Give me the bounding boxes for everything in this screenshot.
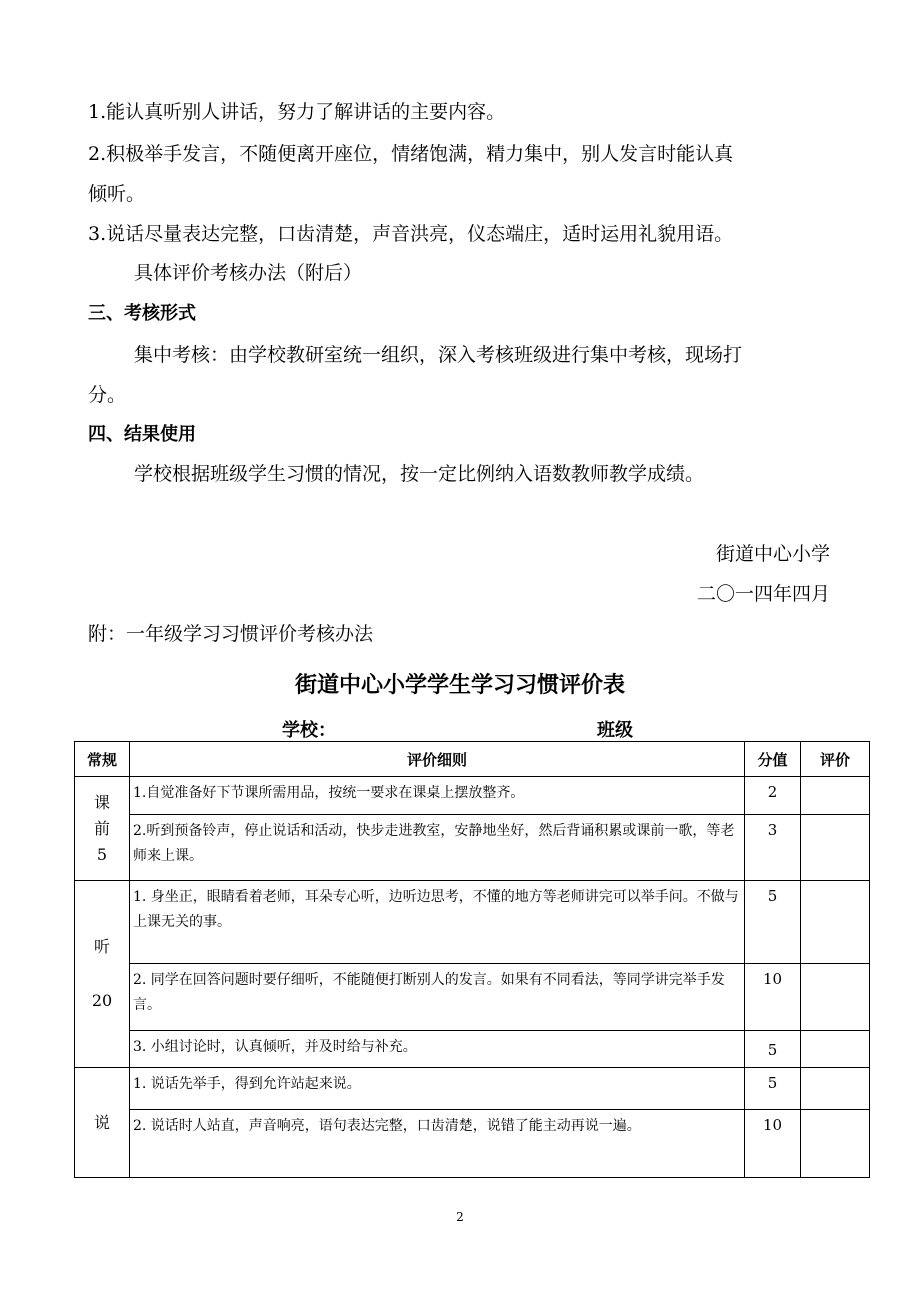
evaluation-cell[interactable] [801, 881, 870, 964]
appendix-note: 附：一年级学习习惯评价考核办法 [88, 623, 374, 645]
detail-cell: 2. 说话时人站直，声音响亮，语句表达完整，口齿清楚，说错了能主动再说一遍。 [130, 1110, 745, 1178]
evaluation-cell[interactable] [801, 777, 870, 815]
intro-item-1: 1.能认真听别人讲话，努力了解讲话的主要内容。 [88, 101, 506, 123]
section-3-line-2: 分。 [88, 384, 127, 406]
detail-cell: 2. 同学在回答问题时要仔细听，不能随便打断别人的发言。如果有不同看法，等同学讲完举手发言。 [130, 964, 745, 1031]
intro-item-2-line-1: 2.积极举手发言，不随便离开座位，情绪饱满，精力集中，别人发言时能认真 [88, 143, 734, 165]
class-label: 班级 [597, 720, 633, 741]
table-header-row [75, 742, 870, 777]
category-speaking: 说 [75, 1068, 130, 1178]
section-4-line-1: 学校根据班级学生习惯的情况，按一定比例纳入语数教师教学成绩。 [134, 463, 705, 485]
evaluation-cell[interactable] [801, 815, 870, 881]
evaluation-cell[interactable] [801, 1110, 870, 1178]
score-cell: 5 [745, 1031, 801, 1068]
evaluation-cell[interactable] [801, 1031, 870, 1068]
score-cell: 10 [745, 964, 801, 1031]
table-title: 街道中心小学学生学习习惯评价表 [294, 673, 625, 698]
table-row [75, 1068, 870, 1110]
detail-cell: 3. 小组讨论时，认真倾听，并及时给与补充。 [130, 1031, 745, 1068]
table-row [75, 777, 870, 815]
method-note: 具体评价考核办法（附后） [134, 262, 363, 284]
score-cell: 10 [745, 1110, 801, 1178]
intro-item-2-line-2: 倾听。 [88, 183, 146, 205]
score-cell: 5 [745, 881, 801, 964]
signature-school: 街道中心小学 [715, 543, 830, 565]
section-3-heading: 三、考核形式 [88, 303, 196, 324]
evaluation-cell[interactable] [801, 964, 870, 1031]
detail-cell: 1. 说话先举手，得到允许站起来说。 [130, 1068, 745, 1110]
header-evaluation: 评价 [801, 742, 870, 777]
score-cell: 5 [745, 1068, 801, 1110]
table-row [75, 881, 870, 964]
detail-cell: 1.自觉准备好下节课所需用品，按统一要求在课桌上摆放整齐。 [130, 777, 745, 815]
signature-date: 二〇一四年四月 [696, 583, 830, 605]
table-row [75, 1031, 870, 1068]
category-listening: 听 20 [75, 881, 130, 1068]
score-cell: 2 [745, 777, 801, 815]
table-row [75, 964, 870, 1031]
evaluation-cell[interactable] [801, 1068, 870, 1110]
detail-cell: 2.听到预备铃声，停止说话和活动，快步走进教室，安静地坐好，然后背诵积累或课前一歌，等老师来上课。 [130, 815, 745, 881]
score-cell: 3 [745, 815, 801, 881]
detail-cell: 1. 身坐正，眼睛看着老师，耳朵专心听，边听边思考，不懂的地方等老师讲完可以举手问。不做与上课无关的事。 [130, 881, 745, 964]
page-number: 2 [456, 1210, 464, 1224]
intro-item-3: 3.说话尽量表达完整，口齿清楚，声音洪亮，仪态端庄，适时运用礼貌用语。 [88, 223, 734, 245]
header-category: 常规 [75, 742, 130, 777]
table-row [75, 815, 870, 881]
table-row [75, 1110, 870, 1178]
section-4-heading: 四、结果使用 [88, 424, 196, 445]
header-score: 分值 [745, 742, 801, 777]
header-detail: 评价细则 [130, 742, 745, 777]
evaluation-table [74, 741, 870, 1178]
section-3-line-1: 集中考核：由学校教研室统一组织，深入考核班级进行集中考核，现场打 [134, 344, 743, 366]
school-label: 学校： [282, 720, 336, 741]
category-before-class: 课 前 5 [75, 777, 130, 881]
